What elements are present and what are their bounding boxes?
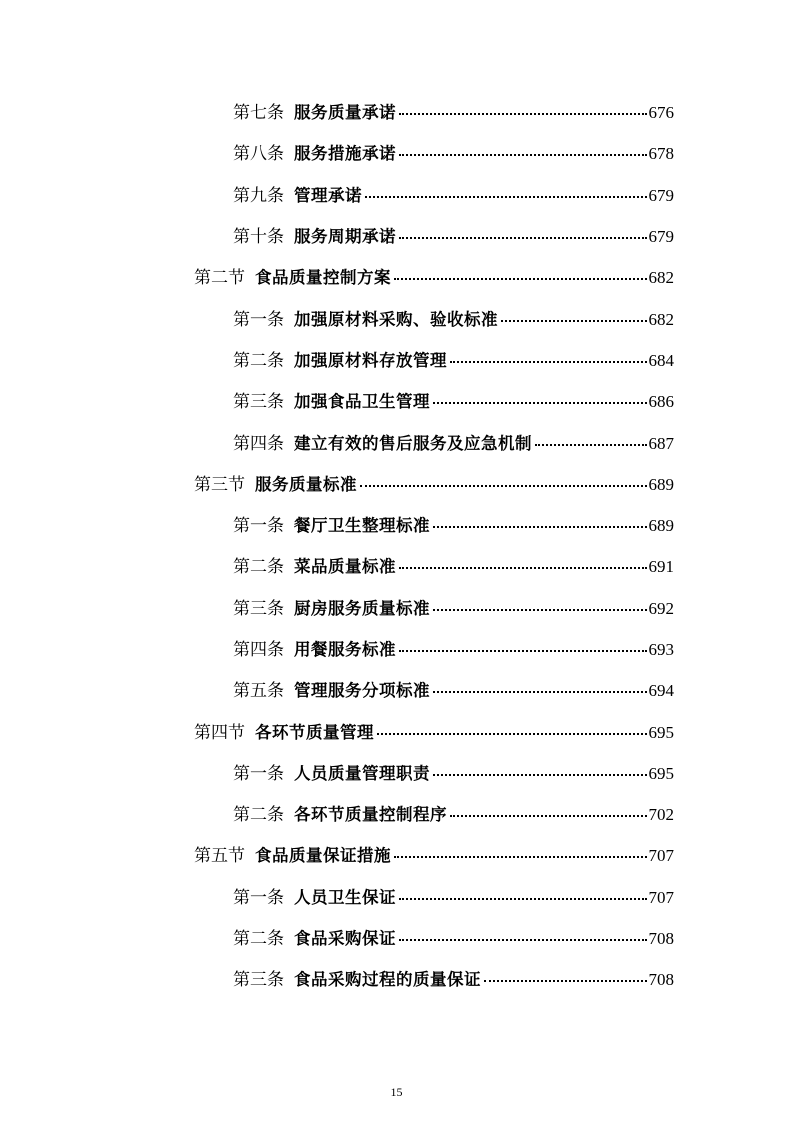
toc-section-entry[interactable] xyxy=(194,709,793,750)
toc-entry-number: 第二条 xyxy=(233,350,284,371)
toc-entry-title: 食品采购过程的质量保证 xyxy=(294,970,481,990)
toc-entry-page: 682 xyxy=(648,309,674,329)
toc-entry-number: 第五条 xyxy=(233,681,284,702)
dot-leader xyxy=(399,649,647,652)
toc-entry-page: 689 xyxy=(648,474,674,494)
dot-leader xyxy=(394,855,647,858)
toc-entry[interactable] xyxy=(233,875,793,916)
toc-entry[interactable] xyxy=(233,296,793,337)
toc-section-entry[interactable] xyxy=(194,833,793,874)
toc-entry[interactable] xyxy=(233,420,793,461)
toc-entry-number: 第七条 xyxy=(233,103,284,124)
toc-entry-page: 691 xyxy=(648,557,674,577)
toc-entry-page: 695 xyxy=(648,763,674,783)
toc-entry-title: 用餐服务标准 xyxy=(294,640,396,659)
toc-entry-title: 菜品质量标准 xyxy=(294,557,396,577)
toc-entry[interactable] xyxy=(233,586,793,627)
page-number: 15 xyxy=(390,1085,403,1099)
toc-entry-number: 第一条 xyxy=(233,763,284,784)
toc-entry[interactable] xyxy=(233,214,793,255)
toc-entry-page: 693 xyxy=(648,640,674,659)
toc-entry-title: 各环节质量管理 xyxy=(255,722,374,742)
toc-entry-page: 702 xyxy=(648,805,674,825)
toc-entry[interactable] xyxy=(233,173,793,214)
dot-leader xyxy=(433,525,647,528)
toc-entry-number: 第三条 xyxy=(233,598,284,619)
toc-entry-page: 678 xyxy=(648,144,674,164)
toc-entry-title: 食品采购保证 xyxy=(294,929,396,949)
toc-entry-number: 第三条 xyxy=(233,970,284,991)
dot-leader xyxy=(484,979,647,982)
toc-entry-number: 第二条 xyxy=(233,929,284,950)
dot-leader xyxy=(535,443,647,446)
toc-entry-number: 第一条 xyxy=(233,887,284,908)
toc-entry[interactable] xyxy=(233,90,793,131)
dot-leader xyxy=(399,236,647,239)
toc-entry-page: 694 xyxy=(648,681,674,701)
dot-leader xyxy=(377,732,647,735)
dot-leader xyxy=(394,277,647,280)
toc-entry-title: 服务质量承诺 xyxy=(294,103,396,123)
toc-entry-number: 第五节 xyxy=(194,846,245,867)
toc-entry[interactable] xyxy=(233,792,793,833)
dot-leader xyxy=(450,360,647,363)
toc-entry-page: 708 xyxy=(648,970,674,990)
toc-entry[interactable] xyxy=(233,627,793,668)
dot-leader xyxy=(399,112,647,115)
dot-leader xyxy=(399,938,647,941)
toc-entry-title: 加强原材料采购、验收标准 xyxy=(294,309,498,329)
toc-entry-title: 人员质量管理职责 xyxy=(294,763,430,783)
toc-entry-number: 第三节 xyxy=(194,474,245,495)
toc-entry-title: 食品质量保证措施 xyxy=(255,846,391,866)
toc-entry-title: 服务质量标准 xyxy=(255,474,357,494)
dot-leader xyxy=(501,319,647,322)
dot-leader xyxy=(399,153,647,156)
toc-entry-number: 第一条 xyxy=(233,309,284,330)
toc-entry[interactable] xyxy=(233,338,793,379)
dot-leader xyxy=(433,690,647,693)
toc-entry-number: 第四节 xyxy=(194,722,245,743)
toc-entry-number: 第八条 xyxy=(233,144,284,165)
toc-entry[interactable] xyxy=(233,957,793,998)
dot-leader xyxy=(433,608,647,611)
dot-leader xyxy=(433,401,647,404)
toc-section-entry[interactable] xyxy=(194,255,793,296)
toc-entry-number: 第二节 xyxy=(194,268,245,289)
toc-entry-title: 管理服务分项标准 xyxy=(294,681,430,701)
toc-entry-page: 682 xyxy=(648,268,674,288)
table-of-contents xyxy=(0,90,793,999)
toc-entry-title: 各环节质量控制程序 xyxy=(294,805,447,825)
toc-entry-title: 餐厅卫生整理标准 xyxy=(294,516,430,536)
toc-entry-number: 第二条 xyxy=(233,805,284,826)
toc-entry-page: 689 xyxy=(648,516,674,536)
toc-entry[interactable] xyxy=(233,503,793,544)
toc-entry-page: 695 xyxy=(648,722,674,742)
toc-entry[interactable] xyxy=(233,379,793,420)
toc-entry-number: 第二条 xyxy=(233,557,284,578)
toc-entry[interactable] xyxy=(233,751,793,792)
toc-entry-page: 684 xyxy=(648,350,674,370)
toc-section-entry[interactable] xyxy=(194,462,793,503)
toc-entry-number: 第三条 xyxy=(233,392,284,413)
toc-entry-title: 管理承诺 xyxy=(294,185,362,205)
toc-entry-title: 服务措施承诺 xyxy=(294,144,396,164)
toc-entry-number: 第十条 xyxy=(233,227,284,248)
toc-entry-page: 687 xyxy=(648,433,674,453)
toc-entry-title: 加强食品卫生管理 xyxy=(294,392,430,412)
toc-entry[interactable] xyxy=(233,131,793,172)
dot-leader xyxy=(399,897,647,900)
toc-entry-title: 建立有效的售后服务及应急机制 xyxy=(294,433,532,453)
dot-leader xyxy=(450,814,647,817)
dot-leader xyxy=(365,195,647,198)
toc-entry-page: 679 xyxy=(648,227,674,247)
toc-entry[interactable] xyxy=(233,916,793,957)
toc-entry[interactable] xyxy=(233,544,793,585)
toc-entry-page: 679 xyxy=(648,185,674,205)
dot-leader xyxy=(360,484,647,487)
toc-entry-page: 707 xyxy=(648,887,674,907)
toc-entry-number: 第四条 xyxy=(233,433,284,454)
toc-entry-title: 厨房服务质量标准 xyxy=(294,598,430,618)
toc-entry-page: 708 xyxy=(648,929,674,949)
dot-leader xyxy=(433,773,647,776)
toc-entry[interactable] xyxy=(233,668,793,709)
toc-entry-number: 第一条 xyxy=(233,516,284,537)
toc-entry-page: 692 xyxy=(648,598,674,618)
dot-leader xyxy=(399,566,647,569)
toc-entry-number: 第四条 xyxy=(233,640,284,660)
toc-entry-page: 676 xyxy=(648,103,674,123)
toc-entry-title: 加强原材料存放管理 xyxy=(294,350,447,370)
toc-entry-title: 服务周期承诺 xyxy=(294,227,396,247)
toc-entry-number: 第九条 xyxy=(233,185,284,206)
toc-entry-page: 707 xyxy=(648,846,674,866)
toc-entry-title: 人员卫生保证 xyxy=(294,887,396,907)
toc-entry-page: 686 xyxy=(648,392,674,412)
toc-entry-title: 食品质量控制方案 xyxy=(255,268,391,288)
